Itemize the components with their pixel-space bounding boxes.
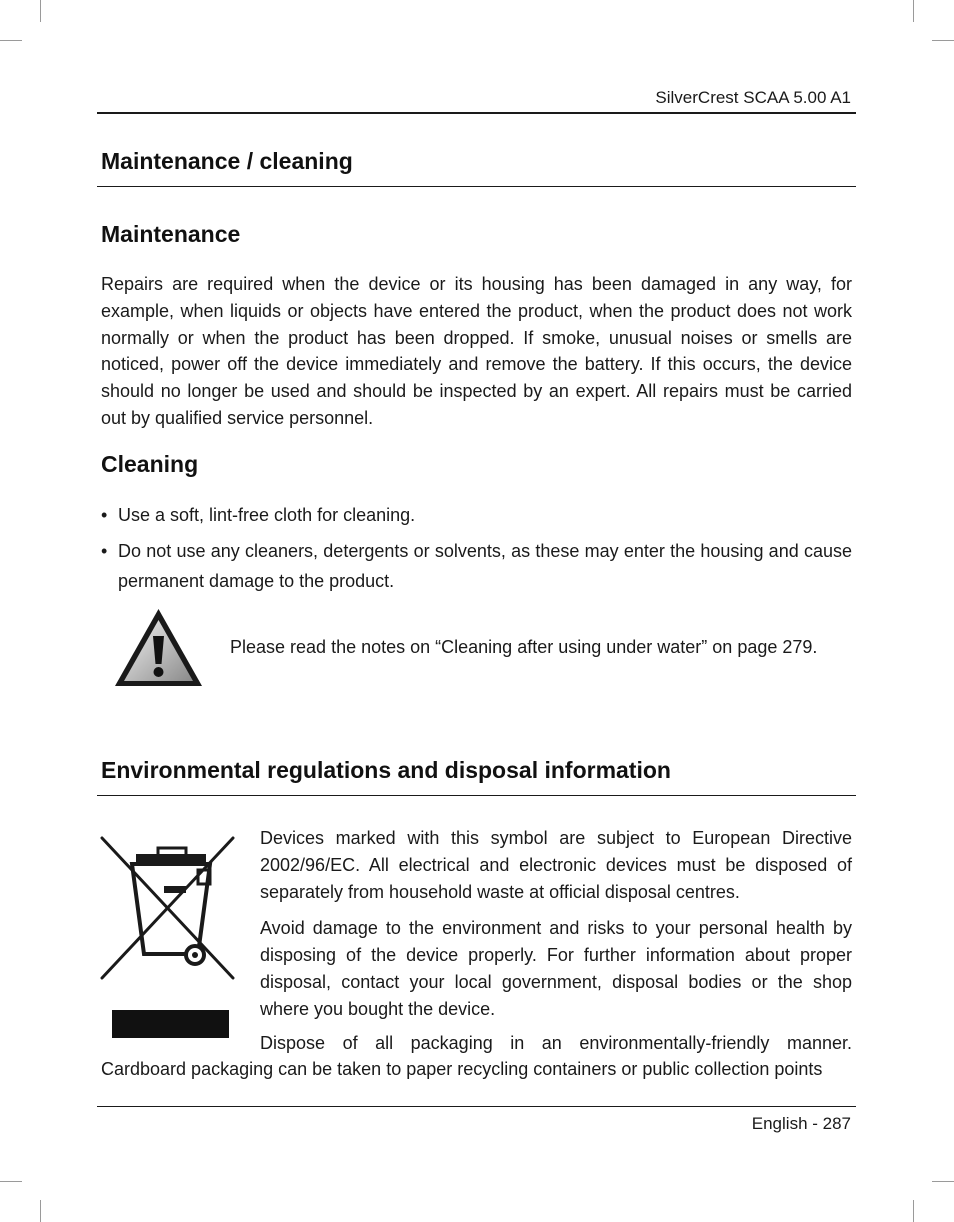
list-item — [101, 536, 852, 596]
crop-mark — [40, 1200, 41, 1222]
bullet-text: Do not use any cleaners, detergents or solvents, as these may enter the housing and cause permanent damage to the product. — [118, 541, 852, 591]
crop-mark — [913, 1200, 914, 1222]
warning-triangle-icon — [112, 606, 205, 689]
crop-mark — [913, 0, 914, 22]
packaging-text — [260, 1030, 852, 1057]
footer-rule — [97, 1106, 856, 1107]
warning-note: Please read the notes on “Cleaning after using under water” on page 279. — [230, 637, 818, 657]
section-rule — [97, 186, 856, 187]
crossed-out-wheelie-bin-icon — [100, 836, 235, 1041]
maintenance-heading: Maintenance — [101, 221, 241, 247]
packaging-text-cont: Cardboard packaging can be taken to paper recycling containers or public collection points — [101, 1059, 823, 1079]
crop-mark — [40, 0, 41, 22]
packaging-text-start: Dispose of all packaging in an environmentally-friendly manner. — [260, 1033, 852, 1053]
crop-mark — [0, 40, 22, 41]
bullet-text: Use a soft, lint-free cloth for cleaning. — [118, 505, 416, 525]
bullet-symbol: • — [101, 505, 108, 525]
disposal-text: Avoid damage to the environment and risks to your personal health by disposing of the device properly. For further information about proper disposal, contact your local government, disposal bodies or the shop where you bought the device. — [260, 918, 852, 1019]
page-number: English - 287 — [751, 1114, 851, 1133]
cleaning-heading: Cleaning — [101, 451, 199, 477]
environment-heading: Environmental regulations and disposal information — [101, 757, 671, 783]
crop-mark — [932, 1181, 954, 1182]
crop-mark — [0, 1181, 22, 1182]
list-item — [101, 500, 852, 530]
section-rule — [97, 795, 856, 796]
maintenance-text: Repairs are required when the device or its housing has been damaged in any way, for example, when liquids or objects have entered the product, when the product does not work normally or when the product has been dropped. If smoke, unusual noises or smells are noticed, power off the device immediately and remove the battery. If this occurs, the device should no longer be used and should be inspected by an expert. All repairs must be carried out by qualified service personnel. — [101, 274, 852, 428]
crop-mark — [932, 40, 954, 41]
bullet-symbol: • — [101, 541, 108, 561]
directive-text: Devices marked with this symbol are subject to European Directive 2002/96/EC. All electrical and electronic devices must be disposed of separately from household waste at official disposal centres. — [260, 828, 852, 902]
header-model: SilverCrest SCAA 5.00 A1 — [655, 88, 851, 107]
section-title: Maintenance / cleaning — [101, 148, 353, 174]
header-rule — [97, 112, 856, 114]
